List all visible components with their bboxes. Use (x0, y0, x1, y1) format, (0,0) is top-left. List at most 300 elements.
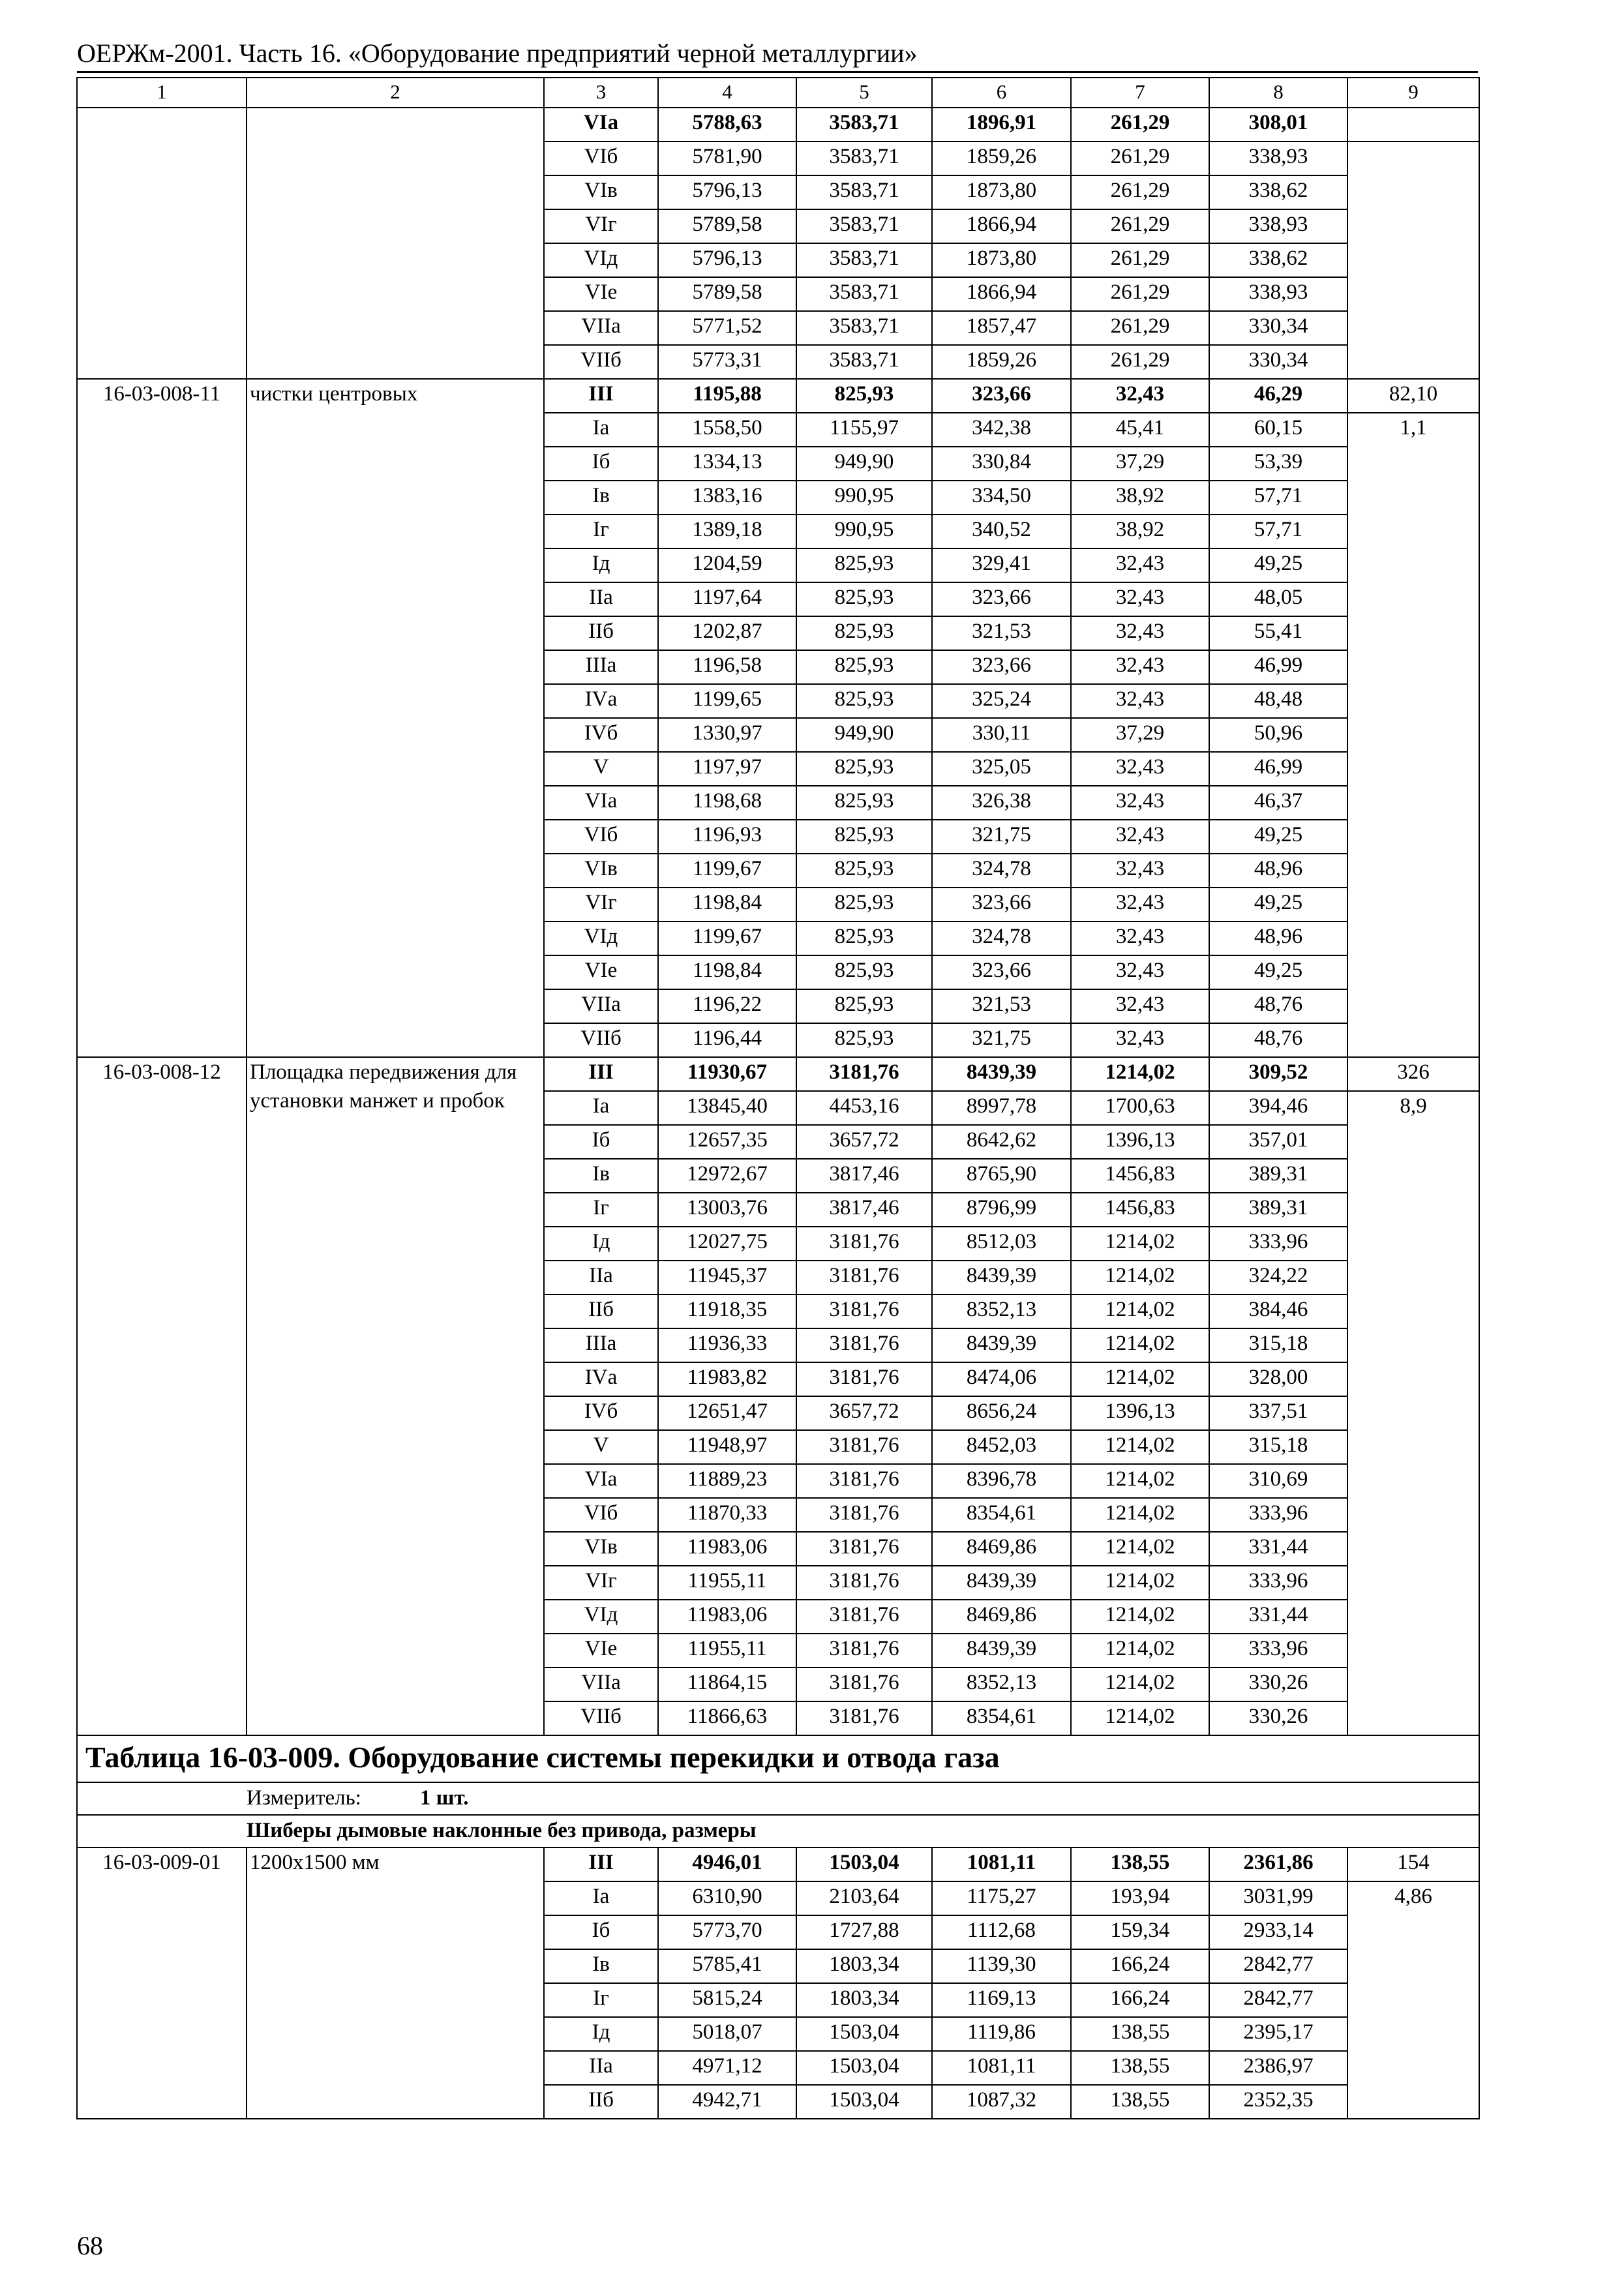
zone-cell: Iб (544, 1915, 658, 1949)
value-cell: 8469,86 (932, 1600, 1071, 1634)
value-cell: 1456,83 (1071, 1193, 1209, 1227)
value-cell: 340,52 (932, 515, 1071, 548)
value-cell: 159,34 (1071, 1915, 1209, 1949)
value-cell: 1503,04 (796, 2085, 932, 2119)
value-cell: 3181,76 (796, 1701, 932, 1735)
value-cell: 1195,88 (658, 379, 796, 413)
zone-cell: IIб (544, 2085, 658, 2119)
value-cell: 8469,86 (932, 1532, 1071, 1566)
value-cell: 8439,39 (932, 1566, 1071, 1600)
zone-cell: Iг (544, 515, 658, 548)
value-cell: 1214,02 (1071, 1668, 1209, 1701)
value-cell: 825,93 (796, 1023, 932, 1057)
value-cell: 1503,04 (796, 2017, 932, 2051)
value-cell: 32,43 (1071, 684, 1209, 718)
value-cell: 389,31 (1209, 1159, 1347, 1193)
value-cell: 46,29 (1209, 379, 1347, 413)
zone-cell: IIа (544, 582, 658, 616)
zone-cell: Iг (544, 1983, 658, 2017)
value-cell: 1214,02 (1071, 1261, 1209, 1294)
value-cell: 323,66 (932, 888, 1071, 921)
value-cell: 32,43 (1071, 752, 1209, 786)
value-cell: 338,93 (1209, 142, 1347, 175)
zone-cell: IVа (544, 1362, 658, 1396)
value-cell: 1196,44 (658, 1023, 796, 1057)
value-cell: 1214,02 (1071, 1294, 1209, 1328)
value-cell: 321,75 (932, 820, 1071, 854)
value-cell: 2933,14 (1209, 1915, 1347, 1949)
value-cell: 1214,02 (1071, 1600, 1209, 1634)
value-cell: 825,93 (796, 582, 932, 616)
value-cell: 11866,63 (658, 1701, 796, 1735)
value-cell: 1199,65 (658, 684, 796, 718)
value-cell: 1334,13 (658, 447, 796, 481)
zone-cell: VIг (544, 1566, 658, 1600)
value-cell: 138,55 (1071, 2085, 1209, 2119)
table-row (77, 379, 1479, 413)
value-cell: 261,29 (1071, 311, 1209, 345)
value-cell: 325,24 (932, 684, 1071, 718)
value-cell: 32,43 (1071, 921, 1209, 955)
value-cell: 337,51 (1209, 1396, 1347, 1430)
col9-value: 8,9 (1347, 1091, 1479, 1735)
value-cell: 32,43 (1071, 786, 1209, 820)
value-cell: 1214,02 (1071, 1532, 1209, 1566)
value-cell: 2352,35 (1209, 2085, 1347, 2119)
value-cell: 1175,27 (932, 1881, 1071, 1915)
value-cell: 1196,22 (658, 989, 796, 1023)
value-cell: 12651,47 (658, 1396, 796, 1430)
value-cell: 338,93 (1209, 277, 1347, 311)
value-cell: 32,43 (1071, 854, 1209, 888)
value-cell: 342,38 (932, 413, 1071, 447)
value-cell: 60,15 (1209, 413, 1347, 447)
value-cell: 138,55 (1071, 2051, 1209, 2085)
value-cell: 46,99 (1209, 650, 1347, 684)
value-cell: 1204,59 (658, 548, 796, 582)
zone-cell: VIд (544, 243, 658, 277)
value-cell: 8642,62 (932, 1125, 1071, 1159)
value-cell: 32,43 (1071, 379, 1209, 413)
zone-cell: III (544, 1848, 658, 1881)
value-cell: 990,95 (796, 515, 932, 548)
value-cell: 32,43 (1071, 955, 1209, 989)
value-cell: 12027,75 (658, 1227, 796, 1261)
value-cell: 38,92 (1071, 515, 1209, 548)
value-cell: 3181,76 (796, 1668, 932, 1701)
value-cell: 48,76 (1209, 989, 1347, 1023)
value-cell: 261,29 (1071, 345, 1209, 379)
value-cell: 3657,72 (796, 1125, 932, 1159)
col9-value: 4,86 (1347, 1881, 1479, 2119)
value-cell: 1196,93 (658, 820, 796, 854)
value-cell: 309,52 (1209, 1057, 1347, 1091)
zone-cell: VIв (544, 175, 658, 209)
value-cell: 1119,86 (932, 2017, 1071, 2051)
value-cell: 3181,76 (796, 1430, 932, 1464)
value-cell: 49,25 (1209, 888, 1347, 921)
value-cell: 37,29 (1071, 718, 1209, 752)
value-cell: 1198,84 (658, 888, 796, 921)
value-cell: 338,62 (1209, 243, 1347, 277)
zone-cell: Iв (544, 1159, 658, 1193)
value-cell: 330,34 (1209, 345, 1347, 379)
value-cell: 1866,94 (932, 277, 1071, 311)
value-cell: 330,26 (1209, 1668, 1347, 1701)
value-cell: 315,18 (1209, 1430, 1347, 1464)
value-cell: 261,29 (1071, 277, 1209, 311)
value-cell: 333,96 (1209, 1634, 1347, 1668)
value-cell: 825,93 (796, 684, 932, 718)
group-spacer (77, 1815, 247, 1848)
value-cell: 11955,11 (658, 1634, 796, 1668)
value-cell: 166,24 (1071, 1983, 1209, 2017)
value-cell: 1558,50 (658, 413, 796, 447)
col9-value: 326 (1347, 1057, 1479, 1091)
rate-code: 16-03-008-12 (77, 1057, 247, 1735)
value-cell: 11889,23 (658, 1464, 796, 1498)
value-cell: 330,26 (1209, 1701, 1347, 1735)
zone-cell: VIе (544, 277, 658, 311)
zone-cell: VIв (544, 1532, 658, 1566)
value-cell: 5785,41 (658, 1949, 796, 1983)
zone-cell: VIIа (544, 311, 658, 345)
value-cell: 3583,71 (796, 142, 932, 175)
value-cell: 1456,83 (1071, 1159, 1209, 1193)
col9-value: 154 (1347, 1848, 1479, 1881)
zone-cell: IVб (544, 718, 658, 752)
value-cell: 384,46 (1209, 1294, 1347, 1328)
zone-cell: III (544, 1057, 658, 1091)
value-cell: 261,29 (1071, 142, 1209, 175)
value-cell: 8656,24 (932, 1396, 1071, 1430)
zone-cell: VIд (544, 921, 658, 955)
table-row (77, 108, 1479, 142)
value-cell: 11870,33 (658, 1498, 796, 1532)
value-cell: 261,29 (1071, 108, 1209, 142)
zone-cell: Iв (544, 1949, 658, 1983)
value-cell: 3181,76 (796, 1294, 932, 1328)
zone-cell: IIа (544, 2051, 658, 2085)
value-cell: 2386,97 (1209, 2051, 1347, 2085)
rate-name: Площадка передвижения для установки манжет и пробок (247, 1057, 544, 1735)
table-title: Таблица 16-03-009. Оборудование системы перекидки и отвода газа (77, 1735, 1479, 1782)
value-cell: 49,25 (1209, 548, 1347, 582)
col9-value (1347, 142, 1479, 379)
value-cell: 4946,01 (658, 1848, 796, 1881)
table-row (77, 1057, 1479, 1091)
zone-cell: VIе (544, 1634, 658, 1668)
value-cell: 11930,67 (658, 1057, 796, 1091)
value-cell: 37,29 (1071, 447, 1209, 481)
value-cell: 8512,03 (932, 1227, 1071, 1261)
value-cell: 1198,68 (658, 786, 796, 820)
table-row (77, 1848, 1479, 1881)
value-cell: 1214,02 (1071, 1464, 1209, 1498)
value-cell: 825,93 (796, 752, 932, 786)
zone-cell: V (544, 752, 658, 786)
value-cell: 1214,02 (1071, 1057, 1209, 1091)
value-cell: 324,78 (932, 854, 1071, 888)
value-cell: 32,43 (1071, 989, 1209, 1023)
zone-cell: VIIа (544, 989, 658, 1023)
value-cell: 825,93 (796, 888, 932, 921)
value-cell: 324,78 (932, 921, 1071, 955)
value-cell: 3583,71 (796, 108, 932, 142)
value-cell: 12972,67 (658, 1159, 796, 1193)
value-cell: 949,90 (796, 447, 932, 481)
value-cell: 949,90 (796, 718, 932, 752)
value-cell: 261,29 (1071, 175, 1209, 209)
value-cell: 11864,15 (658, 1668, 796, 1701)
value-cell: 8352,13 (932, 1668, 1071, 1701)
value-cell: 5771,52 (658, 311, 796, 345)
value-cell: 138,55 (1071, 2017, 1209, 2051)
value-cell: 310,69 (1209, 1464, 1347, 1498)
value-cell: 45,41 (1071, 413, 1209, 447)
value-cell: 8439,39 (932, 1057, 1071, 1091)
zone-cell: IIIа (544, 1328, 658, 1362)
value-cell: 825,93 (796, 379, 932, 413)
value-cell: 2842,77 (1209, 1949, 1347, 1983)
value-cell: 324,22 (1209, 1261, 1347, 1294)
value-cell: 57,71 (1209, 515, 1347, 548)
value-cell: 50,96 (1209, 718, 1347, 752)
value-cell: 138,55 (1071, 1848, 1209, 1881)
value-cell: 2103,64 (796, 1881, 932, 1915)
value-cell: 825,93 (796, 616, 932, 650)
zone-cell: Iд (544, 548, 658, 582)
value-cell: 3181,76 (796, 1057, 932, 1091)
value-cell: 357,01 (1209, 1125, 1347, 1159)
value-cell: 321,53 (932, 989, 1071, 1023)
value-cell: 333,96 (1209, 1498, 1347, 1532)
value-cell: 38,92 (1071, 481, 1209, 515)
value-cell: 32,43 (1071, 888, 1209, 921)
value-cell: 4942,71 (658, 2085, 796, 2119)
value-cell: 990,95 (796, 481, 932, 515)
value-cell: 323,66 (932, 379, 1071, 413)
page-header: ОЕРЖм-2001. Часть 16. «Оборудование предприятий черной металлургии» (77, 38, 918, 68)
value-cell: 48,76 (1209, 1023, 1347, 1057)
value-cell: 32,43 (1071, 650, 1209, 684)
measure-label: Измеритель: (247, 1786, 361, 1810)
value-cell: 1396,13 (1071, 1396, 1209, 1430)
zone-cell: VIг (544, 888, 658, 921)
value-cell: 11983,82 (658, 1362, 796, 1396)
value-cell: 4453,16 (796, 1091, 932, 1125)
value-cell: 2395,17 (1209, 2017, 1347, 2051)
zone-cell: Iа (544, 1091, 658, 1125)
value-cell: 321,75 (932, 1023, 1071, 1057)
value-cell: 3031,99 (1209, 1881, 1347, 1915)
value-cell: 1859,26 (932, 142, 1071, 175)
value-cell: 3181,76 (796, 1328, 932, 1362)
value-cell: 1727,88 (796, 1915, 932, 1949)
zone-cell: Iб (544, 447, 658, 481)
value-cell: 1155,97 (796, 413, 932, 447)
value-cell: 1330,97 (658, 718, 796, 752)
value-cell: 3817,46 (796, 1159, 932, 1193)
zone-cell: VIб (544, 1498, 658, 1532)
zone-cell: IIб (544, 1294, 658, 1328)
value-cell: 330,34 (1209, 311, 1347, 345)
value-cell: 1197,64 (658, 582, 796, 616)
value-cell: 8352,13 (932, 1294, 1071, 1328)
value-cell: 328,00 (1209, 1362, 1347, 1396)
value-cell: 1873,80 (932, 243, 1071, 277)
zone-cell: VIIб (544, 1701, 658, 1735)
value-cell: 3583,71 (796, 209, 932, 243)
value-cell: 8997,78 (932, 1091, 1071, 1125)
zone-cell: IVа (544, 684, 658, 718)
zone-cell: VIв (544, 854, 658, 888)
value-cell: 394,46 (1209, 1091, 1347, 1125)
value-cell: 1198,84 (658, 955, 796, 989)
page-number: 68 (77, 2231, 103, 2260)
group-title: Шиберы дымовые наклонные без привода, размеры (247, 1815, 1479, 1848)
value-cell: 315,18 (1209, 1328, 1347, 1362)
column-number-cell: 1 (77, 78, 247, 108)
measure-cell (247, 1782, 1479, 1815)
value-cell: 6310,90 (658, 1881, 796, 1915)
zone-cell: Iд (544, 1227, 658, 1261)
value-cell: 3181,76 (796, 1566, 932, 1600)
value-cell: 3181,76 (796, 1227, 932, 1261)
column-number-row (77, 78, 1479, 108)
value-cell: 1199,67 (658, 921, 796, 955)
zone-cell: Iг (544, 1193, 658, 1227)
value-cell: 5781,90 (658, 142, 796, 175)
zone-cell: Iа (544, 1881, 658, 1915)
value-cell: 825,93 (796, 955, 932, 989)
value-cell: 1396,13 (1071, 1125, 1209, 1159)
value-cell: 8439,39 (932, 1261, 1071, 1294)
value-cell: 8354,61 (932, 1498, 1071, 1532)
price-table (76, 77, 1480, 2119)
value-cell: 2361,86 (1209, 1848, 1347, 1881)
value-cell: 3181,76 (796, 1498, 932, 1532)
value-cell: 8765,90 (932, 1159, 1071, 1193)
value-cell: 8354,61 (932, 1701, 1071, 1735)
value-cell: 11983,06 (658, 1532, 796, 1566)
value-cell: 5796,13 (658, 175, 796, 209)
value-cell: 3817,46 (796, 1193, 932, 1227)
zone-cell: III (544, 379, 658, 413)
value-cell: 3583,71 (796, 243, 932, 277)
value-cell: 338,62 (1209, 175, 1347, 209)
value-cell: 11918,35 (658, 1294, 796, 1328)
value-cell: 1081,11 (932, 2051, 1071, 2085)
value-cell: 1214,02 (1071, 1227, 1209, 1261)
value-cell: 1196,58 (658, 650, 796, 684)
column-number-cell: 8 (1209, 78, 1347, 108)
value-cell: 3583,71 (796, 277, 932, 311)
value-cell: 1081,11 (932, 1848, 1071, 1881)
value-cell: 1214,02 (1071, 1430, 1209, 1464)
value-cell: 4971,12 (658, 2051, 796, 2085)
value-cell: 1896,91 (932, 108, 1071, 142)
value-cell: 11955,11 (658, 1566, 796, 1600)
value-cell: 46,37 (1209, 786, 1347, 820)
value-cell: 11983,06 (658, 1600, 796, 1634)
value-cell: 8452,03 (932, 1430, 1071, 1464)
zone-cell: VIд (544, 1600, 658, 1634)
value-cell: 3181,76 (796, 1464, 932, 1498)
value-cell: 334,50 (932, 481, 1071, 515)
rate-code: 16-03-008-11 (77, 379, 247, 1057)
value-cell: 5018,07 (658, 2017, 796, 2051)
group-row (77, 1815, 1479, 1848)
value-cell: 1803,34 (796, 1983, 932, 2017)
value-cell: 331,44 (1209, 1600, 1347, 1634)
value-cell: 825,93 (796, 650, 932, 684)
zone-cell: Iд (544, 2017, 658, 2051)
zone-cell: Iв (544, 481, 658, 515)
value-cell: 48,96 (1209, 854, 1347, 888)
value-cell: 3583,71 (796, 311, 932, 345)
value-cell: 53,39 (1209, 447, 1347, 481)
value-cell: 333,96 (1209, 1227, 1347, 1261)
zone-cell: VIб (544, 142, 658, 175)
column-number-cell: 3 (544, 78, 658, 108)
value-cell: 825,93 (796, 786, 932, 820)
zone-cell: VIа (544, 1464, 658, 1498)
value-cell: 389,31 (1209, 1193, 1347, 1227)
value-cell: 13003,76 (658, 1193, 796, 1227)
value-cell: 3181,76 (796, 1362, 932, 1396)
rate-name: 1200х1500 мм (247, 1848, 544, 2119)
table-title-row (77, 1735, 1479, 1782)
value-cell: 1214,02 (1071, 1634, 1209, 1668)
value-cell: 3181,76 (796, 1532, 932, 1566)
column-number-cell: 9 (1347, 78, 1479, 108)
value-cell: 5789,58 (658, 277, 796, 311)
value-cell: 323,66 (932, 955, 1071, 989)
rate-name (247, 108, 544, 379)
value-cell: 330,11 (932, 718, 1071, 752)
value-cell: 1214,02 (1071, 1701, 1209, 1735)
value-cell: 32,43 (1071, 548, 1209, 582)
col9-value: 1,1 (1347, 413, 1479, 1057)
value-cell: 49,25 (1209, 955, 1347, 989)
value-cell: 8439,39 (932, 1328, 1071, 1362)
col9-value (1347, 108, 1479, 142)
value-cell: 325,05 (932, 752, 1071, 786)
value-cell: 1214,02 (1071, 1328, 1209, 1362)
value-cell: 11948,97 (658, 1430, 796, 1464)
zone-cell: IIб (544, 616, 658, 650)
value-cell: 32,43 (1071, 820, 1209, 854)
value-cell: 32,43 (1071, 616, 1209, 650)
value-cell: 326,38 (932, 786, 1071, 820)
zone-cell: VIе (544, 955, 658, 989)
value-cell: 1859,26 (932, 345, 1071, 379)
value-cell: 32,43 (1071, 582, 1209, 616)
value-cell: 11936,33 (658, 1328, 796, 1362)
value-cell: 5773,31 (658, 345, 796, 379)
value-cell: 1866,94 (932, 209, 1071, 243)
value-cell: 3181,76 (796, 1600, 932, 1634)
measure-value: 1 шт. (419, 1786, 469, 1810)
value-cell: 2842,77 (1209, 1983, 1347, 2017)
column-number-cell: 7 (1071, 78, 1209, 108)
value-cell: 323,66 (932, 650, 1071, 684)
value-cell: 1383,16 (658, 481, 796, 515)
zone-cell: IIIа (544, 650, 658, 684)
rate-code: 16-03-009-01 (77, 1848, 247, 2119)
zone-cell: IIа (544, 1261, 658, 1294)
